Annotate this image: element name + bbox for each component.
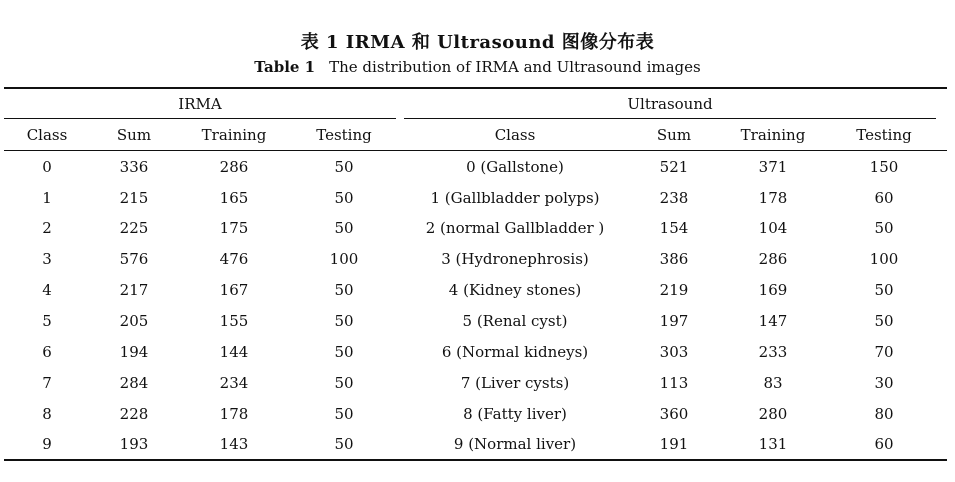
- ultrasound-group-rule: [404, 118, 936, 119]
- us-training: 371: [758, 158, 788, 176]
- header-irma-testing: Testing: [316, 126, 372, 144]
- irma-testing: 50: [334, 219, 354, 237]
- us-training: 131: [758, 435, 788, 453]
- us-testing: 50: [874, 219, 894, 237]
- header-rule: [4, 150, 947, 151]
- irma-training: 234: [219, 374, 249, 392]
- irma-training: 178: [219, 405, 249, 423]
- irma-class: 7: [42, 374, 52, 392]
- irma-class: 2: [42, 219, 52, 237]
- irma-sum: 205: [119, 312, 149, 330]
- bottom-rule: [4, 459, 947, 461]
- table-caption-text: The distribution of IRMA and Ultrasound images: [329, 58, 701, 76]
- irma-testing: 50: [334, 405, 354, 423]
- header-irma-class: Class: [26, 126, 68, 144]
- us-testing: 30: [874, 374, 894, 392]
- us-testing: 100: [869, 250, 899, 268]
- irma-sum: 193: [119, 435, 149, 453]
- us-sum: 219: [659, 281, 689, 299]
- irma-training: 155: [219, 312, 249, 330]
- header-us-training: Training: [740, 126, 806, 144]
- table-label: Table 1: [254, 58, 316, 76]
- us-sum: 360: [659, 405, 689, 423]
- us-class: 1 (Gallbladder polyps): [430, 189, 600, 207]
- us-sum: 238: [659, 189, 689, 207]
- irma-class: 0: [42, 158, 52, 176]
- us-class: 6 (Normal kidneys): [441, 343, 589, 361]
- us-testing: 80: [874, 405, 894, 423]
- irma-training: 167: [219, 281, 249, 299]
- top-rule: [4, 87, 947, 89]
- us-training: 286: [758, 250, 788, 268]
- us-sum: 521: [659, 158, 689, 176]
- table-caption-chinese: 表 1 IRMA 和 Ultrasound 图像分布表: [300, 32, 655, 53]
- irma-training: 144: [219, 343, 249, 361]
- irma-sum: 228: [119, 405, 149, 423]
- us-class: 5 (Renal cyst): [462, 312, 568, 330]
- us-testing: 50: [874, 281, 894, 299]
- irma-sum: 284: [119, 374, 149, 392]
- irma-group-rule: [4, 118, 396, 119]
- us-training: 178: [758, 189, 788, 207]
- irma-sum: 225: [119, 219, 149, 237]
- us-training: 83: [763, 374, 783, 392]
- header-irma-sum: Sum: [116, 126, 152, 144]
- us-testing: 60: [874, 435, 894, 453]
- us-sum: 191: [659, 435, 689, 453]
- irma-testing: 50: [334, 158, 354, 176]
- irma-sum: 217: [119, 281, 149, 299]
- header-us-testing: Testing: [856, 126, 912, 144]
- us-testing: 60: [874, 189, 894, 207]
- table-caption-english: [0, 58, 955, 76]
- irma-training: 175: [219, 219, 249, 237]
- us-sum: 303: [659, 343, 689, 361]
- irma-testing: 100: [329, 250, 359, 268]
- us-training: 104: [758, 219, 788, 237]
- group-header-ultrasound: Ultrasound: [627, 95, 713, 113]
- us-testing: 150: [869, 158, 899, 176]
- us-sum: 113: [659, 374, 689, 392]
- irma-sum: 576: [119, 250, 149, 268]
- us-sum: 386: [659, 250, 689, 268]
- irma-sum: 336: [119, 158, 149, 176]
- irma-sum: 215: [119, 189, 149, 207]
- us-class: 9 (Normal liver): [453, 435, 577, 453]
- us-sum: 154: [659, 219, 689, 237]
- us-class: 7 (Liver cysts): [460, 374, 570, 392]
- irma-training: 286: [219, 158, 249, 176]
- us-training: 233: [758, 343, 788, 361]
- group-header-irma: IRMA: [178, 95, 222, 113]
- us-class: 0 (Gallstone): [466, 158, 564, 176]
- irma-training: 476: [219, 250, 249, 268]
- irma-class: 8: [42, 405, 52, 423]
- header-irma-training: Training: [201, 126, 267, 144]
- irma-training: 143: [219, 435, 249, 453]
- irma-testing: 50: [334, 312, 354, 330]
- irma-sum: 194: [119, 343, 149, 361]
- irma-testing: 50: [334, 189, 354, 207]
- us-sum: 197: [659, 312, 689, 330]
- irma-testing: 50: [334, 343, 354, 361]
- us-training: 147: [758, 312, 788, 330]
- irma-class: 5: [42, 312, 52, 330]
- irma-class: 6: [42, 343, 52, 361]
- irma-class: 9: [42, 435, 52, 453]
- us-training: 169: [758, 281, 788, 299]
- irma-class: 4: [42, 281, 52, 299]
- header-us-class: Class: [494, 126, 536, 144]
- irma-training: 165: [219, 189, 249, 207]
- us-class: 4 (Kidney stones): [448, 281, 582, 299]
- irma-testing: 50: [334, 435, 354, 453]
- us-class: 8 (Fatty liver): [463, 405, 567, 423]
- us-class: 3 (Hydronephrosis): [441, 250, 589, 268]
- us-testing: 70: [874, 343, 894, 361]
- irma-testing: 50: [334, 374, 354, 392]
- irma-testing: 50: [334, 281, 354, 299]
- us-testing: 50: [874, 312, 894, 330]
- us-class: 2 (normal Gallbladder ): [425, 219, 605, 237]
- irma-class: 1: [42, 189, 52, 207]
- header-us-sum: Sum: [656, 126, 692, 144]
- us-training: 280: [758, 405, 788, 423]
- irma-class: 3: [42, 250, 52, 268]
